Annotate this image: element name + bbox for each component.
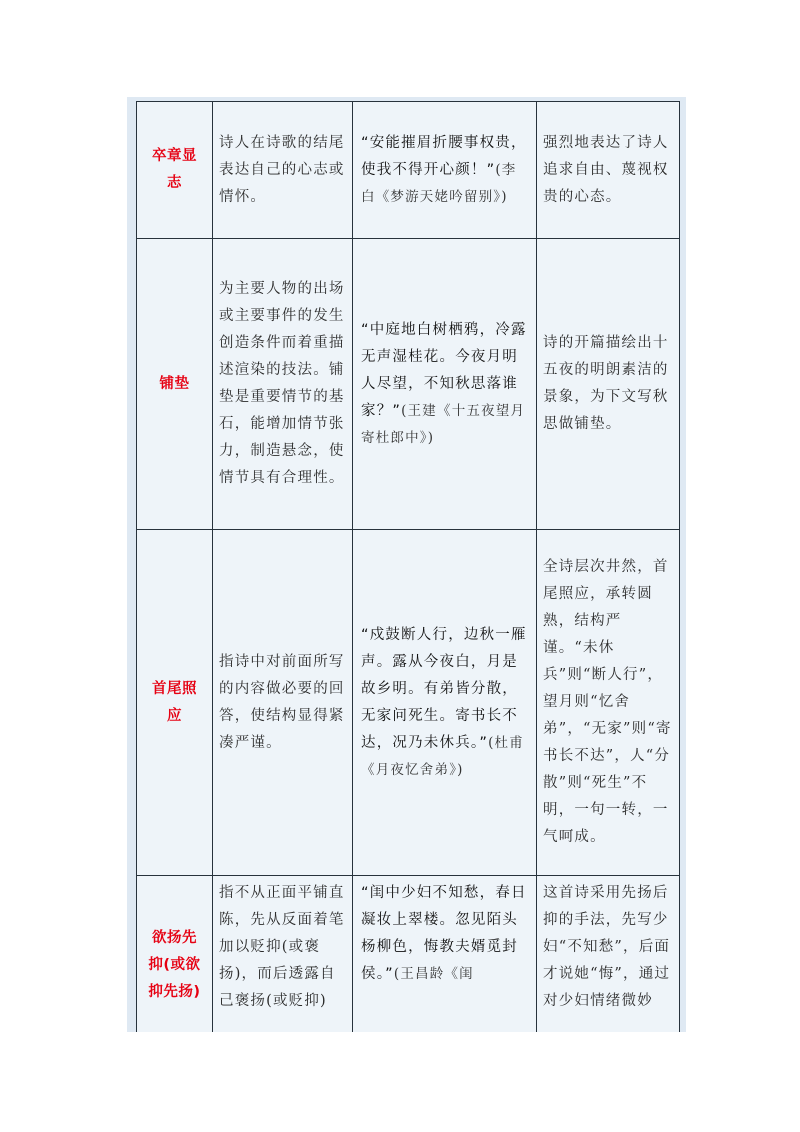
term-cell: 铺垫 (137, 239, 213, 530)
effect-cell: 这首诗采用先扬后抑的手法，先写少妇“不知愁”，后面才说她“悔”，通过对少妇情绪微妙 (537, 876, 680, 1033)
term-cell: 卒章显志 (137, 102, 213, 239)
example-cell (353, 102, 537, 239)
table-row (137, 530, 680, 876)
table-row (137, 239, 680, 530)
example-cell (353, 239, 537, 530)
term-cell: 欲扬先抑(或欲抑先扬) (137, 876, 213, 1033)
effect-cell: 强烈地表达了诗人追求自由、蔑视权贵的心态。 (537, 102, 680, 239)
definition-cell: 诗人在诗歌的结尾表达自己的心志或情怀。 (213, 102, 353, 239)
example-source: (王昌龄《闺 (393, 966, 474, 982)
example-cell (353, 876, 537, 1033)
example-source: (李白《梦游天姥吟留别》) (361, 161, 517, 205)
term-cell: 首尾照应 (137, 530, 213, 876)
example-source: (杜甫《月夜忆舍弟》) (361, 734, 524, 778)
definition-cell: 为主要人物的出场或主要事件的发生创造条件而着重描述渲染的技法。铺垫是重要情节的基石，能增加情节张力，制造悬念，使情节具有合理性。 (213, 239, 353, 530)
table-row (137, 876, 680, 1033)
example-source: (王建《十五夜望月寄杜郎中》) (361, 402, 526, 446)
example-cell (353, 530, 537, 876)
effect-cell: 诗的开篇描绘出十五夜的明朗素洁的景象，为下文写秋思做铺垫。 (537, 239, 680, 530)
example-quote: “闺中少妇不知愁，春日凝妆上翠楼。忽见陌头杨柳色，悔教夫婿觅封侯。” (361, 885, 527, 982)
example-quote: “中庭地白树栖鸦，冷露无声湿桂花。今夜月明人尽望，不知秋思落谁家？” (361, 321, 527, 419)
table-row (137, 102, 680, 239)
example-quote: “戍鼓断人行，边秋一雁声。露从今夜白，月是故乡明。有弟皆分散，无家问死生。寄书长不达，况乃未休兵。” (361, 626, 527, 751)
definition-cell: 指诗中对前面所写的内容做必要的回答，使结构显得紧凑严谨。 (213, 530, 353, 876)
definition-cell: 指不从正面平铺直陈，先从反面着笔加以贬抑(或褒扬)，而后透露自己褒扬(或贬抑) (213, 876, 353, 1033)
document-frame (127, 97, 686, 1032)
example-quote: “安能摧眉折腰事权贵，使我不得开心颜！” (361, 134, 527, 178)
effect-cell: 全诗层次井然，首尾照应，承转圆熟，结构严谨。“未休兵”则“断人行”，望月则“忆舍弟”，“无家”则“寄书长不达”，人“分散”则“死生”不明，一句一转，一气呵成。 (537, 530, 680, 876)
poetry-technique-table (136, 101, 680, 1032)
